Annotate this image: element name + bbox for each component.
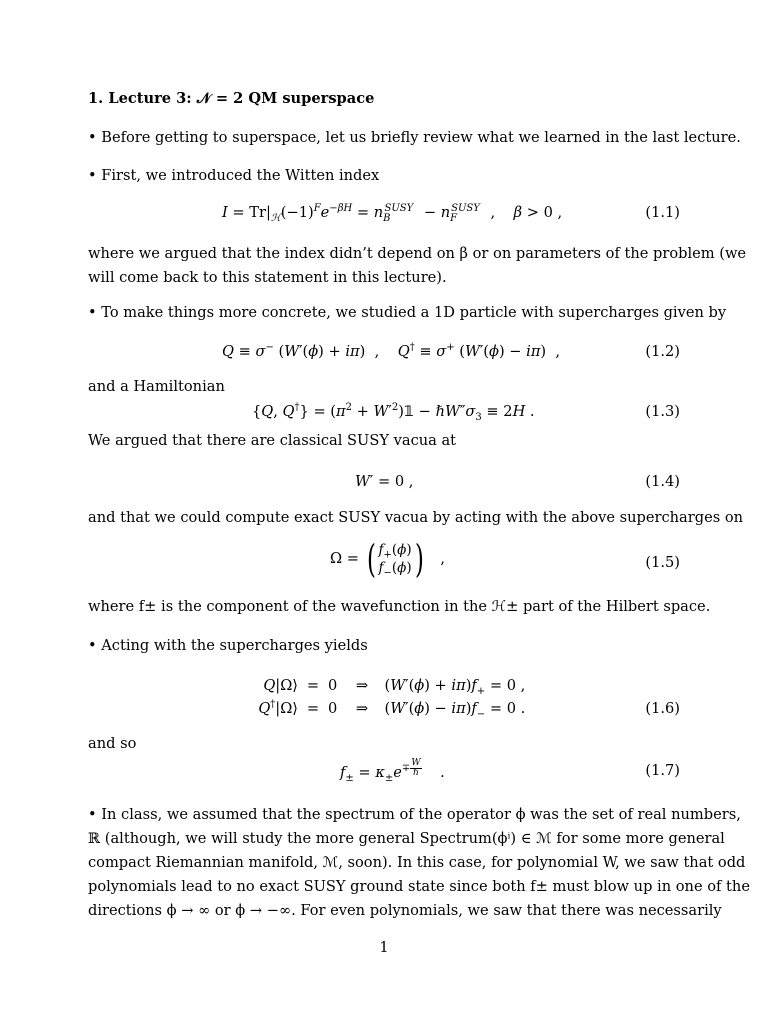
paragraph-in-class [88,803,750,923]
paragraph-line: where we argued that the index didn’t depend on β or on parameters of the problem (we [88,245,747,262]
paragraph-where-f: where f± is the component of the wavefunction in the ℋ± part of the Hilbert space. [88,598,711,615]
equation-1-2-number: (1.2) [645,343,680,360]
page-number: 1 [379,939,389,956]
paragraph-line: will come back to this statement in this lecture). [88,269,447,286]
equation-1-5 [88,537,680,581]
paragraph-acting: • Acting with the supercharges yields [88,637,368,654]
equation-1-7 [88,759,680,783]
paragraph-line: compact Riemannian manifold, ℳ, soon). In this case, for polynomial W, we saw that odd [88,854,746,871]
equation-1-1 [88,201,680,225]
paragraph-witten-index: • First, we introduced the Witten index [88,167,380,184]
paragraph-line: • In class, we assumed that the spectrum of the operator ϕ was the set of real numbers, [88,806,741,823]
equation-1-6-system: Q|Ω⟩ = 0 ⇒ $(W'(\phi) + i\pi)f_+ = 0$ , Q†|Ω⟩ = 0 ⇒ $(W'(\phi) - i\pi)f_- = 0$ . [258,677,526,720]
equation-1-5-math: Ω = ( $f_+(\phi)$ $f_-(\phi)$ ) , [330,537,445,581]
equation-1-4-math: W′ = 0 , [355,473,414,490]
paragraph-exact-vacua: and that we could compute exact SUSY vacua by acting with the above supercharges on [88,509,744,526]
equation-1-3-math: {Q, $Q^\dagger\} = (\pi^2$ + $W'^2)𝟙$ − $\hbar W''\sigma_3 \equiv 2H$ . [252,402,535,423]
equation-1-3 [88,400,680,424]
paragraph-line: ℝ (although, we will study the more general Spectrum(ϕⁱ) ∈ ℳ for some more general [88,830,725,847]
equation-1-1-math: $I = Tr|_ℋ(-1)^Fe^{-\beta H} = n_B^{SUSY} - n_F^{SUSY}$ , β > 0 , [222,203,563,224]
equation-1-4-number: (1.4) [645,473,680,490]
paragraph-line: polynomials lead to no exact SUSY ground state since both f± must blow up in one of the [88,878,750,895]
paragraph-after-index [88,242,747,290]
paragraph-intro: • Before getting to superspace, let us briefly review what we learned in the last lecture. [88,129,741,146]
paragraph-hamiltonian: and a Hamiltonian [88,378,225,395]
equation-1-4 [88,470,680,494]
equation-1-2-math: Q ≡ σ− (W′(ϕ) + iπ) , Q† ≡ σ+ (W′(ϕ) − iπ) , [222,342,561,360]
equation-1-6-number: (1.6) [645,700,680,717]
equation-1-5-number: (1.5) [645,554,680,571]
paragraph-classical-vacua: We argued that there are classical SUSY vacua at [88,432,457,449]
wavefunction-vector: ( $f_+(\phi)$ $f_-(\phi)$ ) [366,537,424,581]
paragraph-and-so: and so [88,735,137,752]
section-heading: 1. Lecture 3: 𝒩 = 2 QM superspace [88,90,375,107]
equation-1-1-number: (1.1) [645,204,680,221]
equation-1-2 [88,340,680,364]
equation-1-7-math: $f_\pm = \kappa_\pm e^{\mp \frac{W}{\text{ℏ}}}$ . [340,758,445,784]
equation-1-7-number: (1.7) [645,762,680,779]
equation-1-6 [88,677,680,721]
paragraph-line: directions ϕ → ∞ or ϕ → −∞. For even polynomials, we saw that there was necessarily [88,902,722,919]
equation-1-3-number: (1.3) [645,403,680,420]
paragraph-concrete: • To make things more concrete, we studied a 1D particle with supercharges given by [88,304,727,321]
